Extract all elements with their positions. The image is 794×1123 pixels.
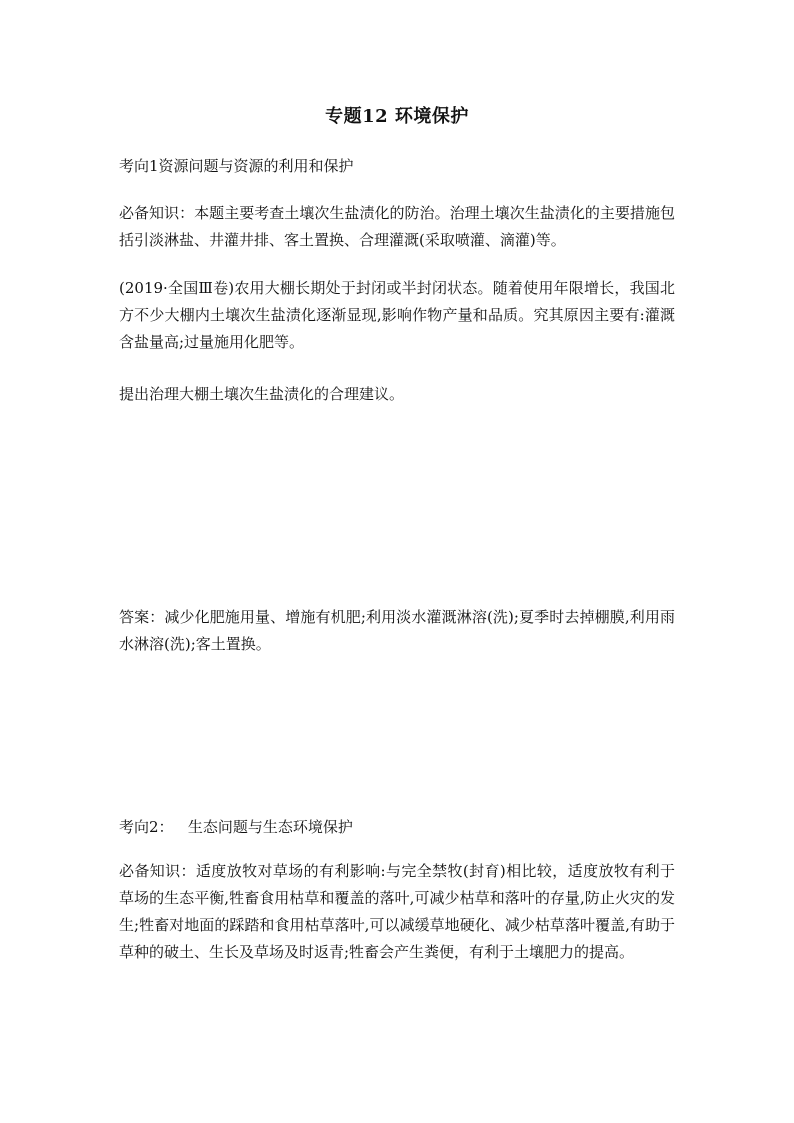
page-title: 专题12 环境保护 (325, 106, 469, 127)
section2-knowledge-paragraph: 必备知识：适度放牧对草场的有利影响:与完全禁牧(封育)相比较，适度放牧有利于草场的生态平衡,牲畜食用枯草和覆盖的落叶,可减少枯草和落叶的存量,防止火灾的发生;牲畜对地面的踩踏和食用枯草落叶,可以减缓草地硬化、减少枯草落叶覆盖,有助于草种的破土、生长及草场及时返青;牲畜会产生粪便，有利于土壤肥力的提高。 (119, 862, 675, 961)
section1-heading: 考向1资源问题与资源的利用和保护 (119, 157, 354, 175)
section1-knowledge-paragraph: 必备知识：本题主要考查土壤次生盐渍化的防治。治理土壤次生盐渍化的主要措施包括引淡淋盐、井灌井排、客土置换、合理灌溉(采取喷灌、滴灌)等。 (119, 204, 675, 249)
section1-answer-paragraph: 答案：减少化肥施用量、增施有机肥;利用淡水灌溉淋溶(洗);夏季时去掉棚膜,利用雨水淋溶(洗);客土置换。 (119, 608, 675, 653)
section1-task-paragraph: 提出治理大棚土壤次生盐渍化的合理建议。 (119, 385, 405, 403)
section1-question-paragraph: (2019·全国Ⅲ卷)农用大棚长期处于封闭或半封闭状态。随着使用年限增长，我国北方不少大棚内土壤次生盐渍化逐渐显现,影响作物产量和品质。究其原因主要有:灌溉含盐量高;过量施用化肥等。 (119, 279, 675, 351)
section2-heading: 考向2： 生态问题与生态环境保护 (119, 818, 353, 836)
